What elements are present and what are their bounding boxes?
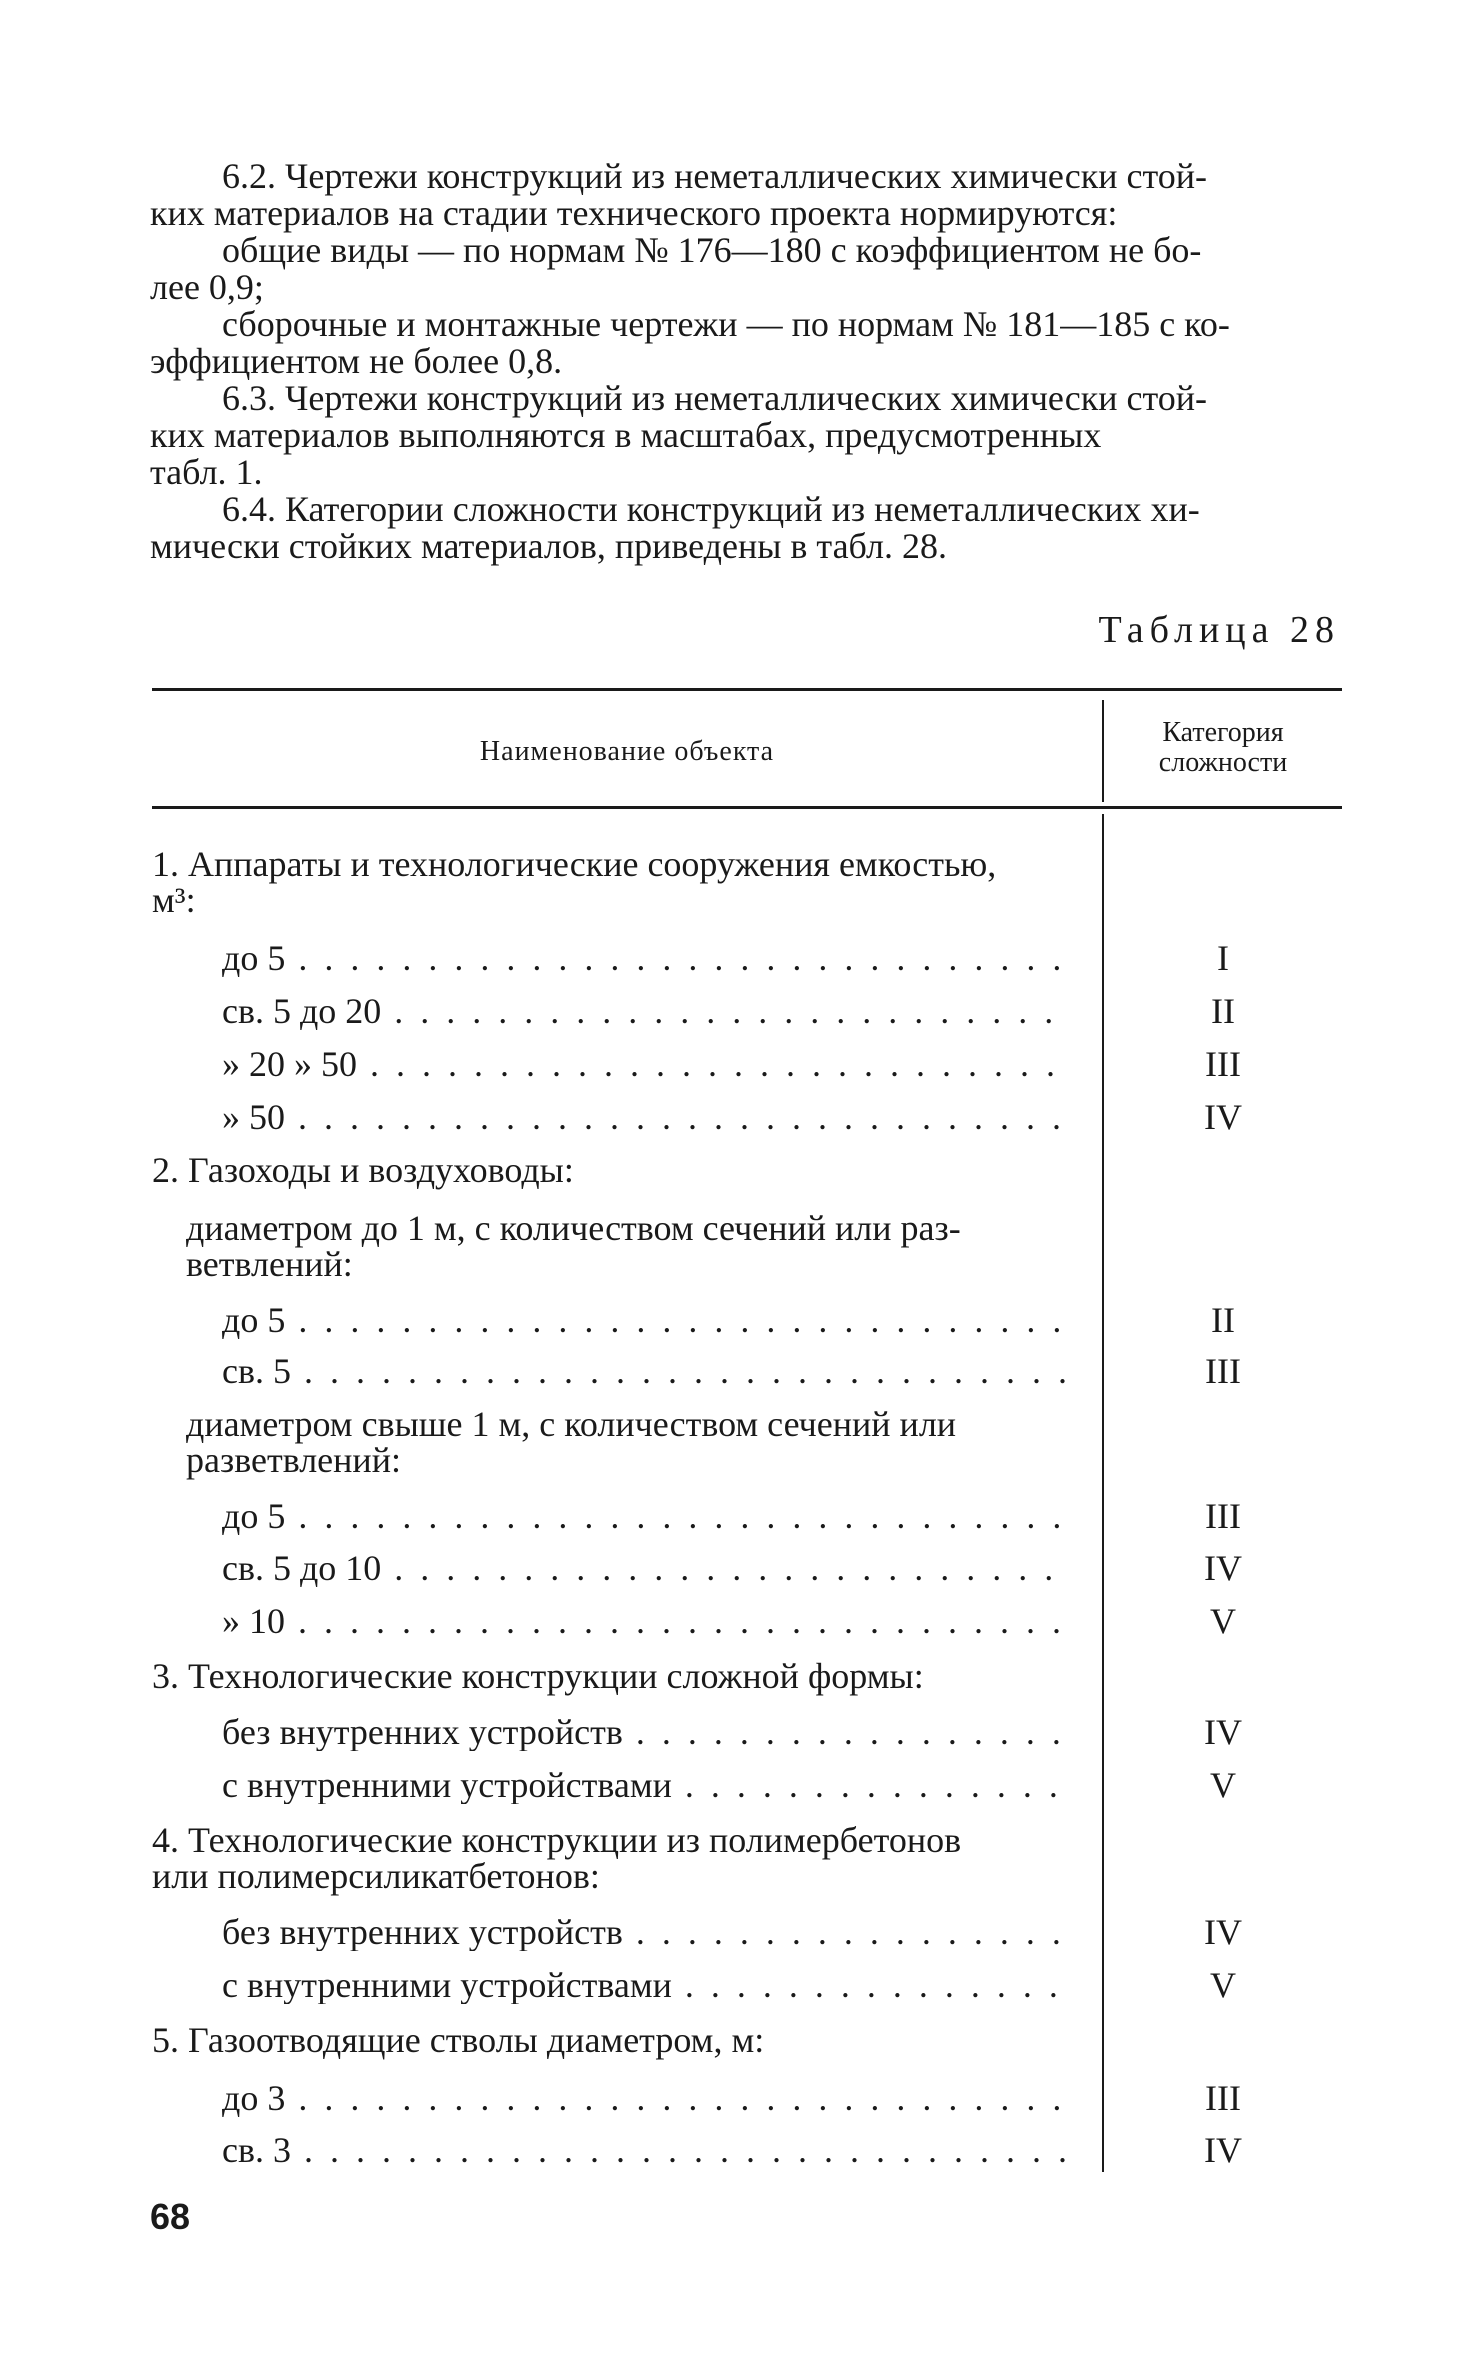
table-row-name: св. 3 . . . bbox=[222, 2132, 1070, 2169]
table-header-category-line: сложности bbox=[1158, 747, 1288, 778]
table-row-name: 4. Технологические конструкции из полимербетонов bbox=[152, 1820, 962, 1860]
table-row-name: св. 5 до 20 . . . bbox=[222, 993, 1070, 1030]
paragraph-6-4-line: мически стойких материалов, приведены в табл. 28. bbox=[150, 526, 947, 566]
table-row-name: диаметром до 1 м, с количеством сечений или раз- bbox=[186, 1208, 961, 1248]
table-caption: Таблица 28 bbox=[1098, 609, 1340, 651]
paragraph-6-2-line: эффициентом не более 0,8. bbox=[150, 341, 563, 381]
body-text bbox=[150, 158, 1340, 565]
table-row-category: IV bbox=[1204, 1548, 1242, 1588]
table-row-category: III bbox=[1205, 2078, 1241, 2118]
table-row-name: до 5 . . . bbox=[222, 940, 1070, 977]
table-row-category: V bbox=[1210, 1765, 1236, 1805]
table-row-category: V bbox=[1210, 1601, 1236, 1641]
table-row-name: до 3 . . . bbox=[222, 2080, 1070, 2117]
paragraph-6-2-line: 6.2. Чертежи конструкций из неметаллических химически стой- bbox=[222, 156, 1208, 196]
table-row-category: III bbox=[1205, 1044, 1241, 1084]
table-row-name: » 50 . . . bbox=[222, 1099, 1070, 1136]
page-number: 68 bbox=[150, 2196, 191, 2237]
table-row-name: разветвлений: bbox=[186, 1440, 401, 1480]
table-header-category-line: Категория bbox=[1162, 717, 1284, 748]
table-row-name: м³: bbox=[152, 880, 196, 920]
table-row-name: 2. Газоходы и воздуховоды: bbox=[152, 1150, 574, 1190]
table-row-name: св. 5 . . . bbox=[222, 1353, 1070, 1390]
table-row-name: » 10 . . . bbox=[222, 1603, 1070, 1640]
table-row-name: с внутренними устройствами . . . bbox=[222, 1967, 1070, 2004]
table-row-name: до 5 . . . bbox=[222, 1498, 1070, 1535]
paragraph-6-3-line: 6.3. Чертежи конструкций из неметаллических химически стой- bbox=[222, 378, 1208, 418]
table-header-category bbox=[1104, 718, 1342, 778]
table-row-name: 1. Аппараты и технологические сооружения емкостью, bbox=[152, 844, 997, 884]
paragraph-6-2-line: лее 0,9; bbox=[150, 267, 264, 307]
table-row-category: IV bbox=[1204, 2130, 1242, 2170]
paragraph-6-2-line: ких материалов на стадии технического проекта нормируются: bbox=[150, 193, 1118, 233]
table-header-rule bbox=[152, 806, 1342, 809]
paragraph-6-4-line: 6.4. Категории сложности конструкций из неметаллических хи- bbox=[222, 489, 1200, 529]
table-row-category: II bbox=[1211, 1300, 1235, 1340]
paragraph-6-3-line: ких материалов выполняются в масштабах, предусмотренных bbox=[150, 415, 1102, 455]
table-row-name: ветвлений: bbox=[186, 1244, 353, 1284]
table-row-category: IV bbox=[1204, 1712, 1242, 1752]
paragraph-6-2-line: общие виды — по нормам № 176—180 с коэффициентом не бо- bbox=[222, 230, 1202, 270]
table-row-name: диаметром свыше 1 м, с количеством сечений или bbox=[186, 1404, 957, 1444]
table-header-name: Наименование объекта bbox=[479, 736, 775, 767]
table-row-name: » 20 » 50 . . . bbox=[222, 1046, 1070, 1083]
table-row-category: IV bbox=[1204, 1097, 1242, 1137]
table-row-name: св. 5 до 10 . . . bbox=[222, 1550, 1070, 1587]
table-row-name: без внутренних устройств . . . bbox=[222, 1714, 1070, 1751]
table-row-category: III bbox=[1205, 1496, 1241, 1536]
paragraph-6-2-line: сборочные и монтажные чертежи — по нормам № 181—185 с ко- bbox=[222, 304, 1230, 344]
table-row-name: без внутренних устройств . . . bbox=[222, 1914, 1070, 1951]
table-top-rule bbox=[152, 688, 1342, 691]
table-row-name: или полимерсиликатбетонов: bbox=[152, 1856, 600, 1896]
table-row-name: 3. Технологические конструкции сложной формы: bbox=[152, 1656, 924, 1696]
paragraph-6-3-line: табл. 1. bbox=[150, 452, 263, 492]
table-row-name: до 5 . . . bbox=[222, 1302, 1070, 1339]
table-row-name: с внутренними устройствами . . . bbox=[222, 1767, 1070, 1804]
table-row-category: III bbox=[1205, 1351, 1241, 1391]
table-row-category: I bbox=[1217, 938, 1229, 978]
table-row-category: II bbox=[1211, 991, 1235, 1031]
table-row-category: V bbox=[1210, 1965, 1236, 2005]
table-row-name: 5. Газоотводящие стволы диаметром, м: bbox=[152, 2020, 765, 2060]
table-row-category: IV bbox=[1204, 1912, 1242, 1952]
